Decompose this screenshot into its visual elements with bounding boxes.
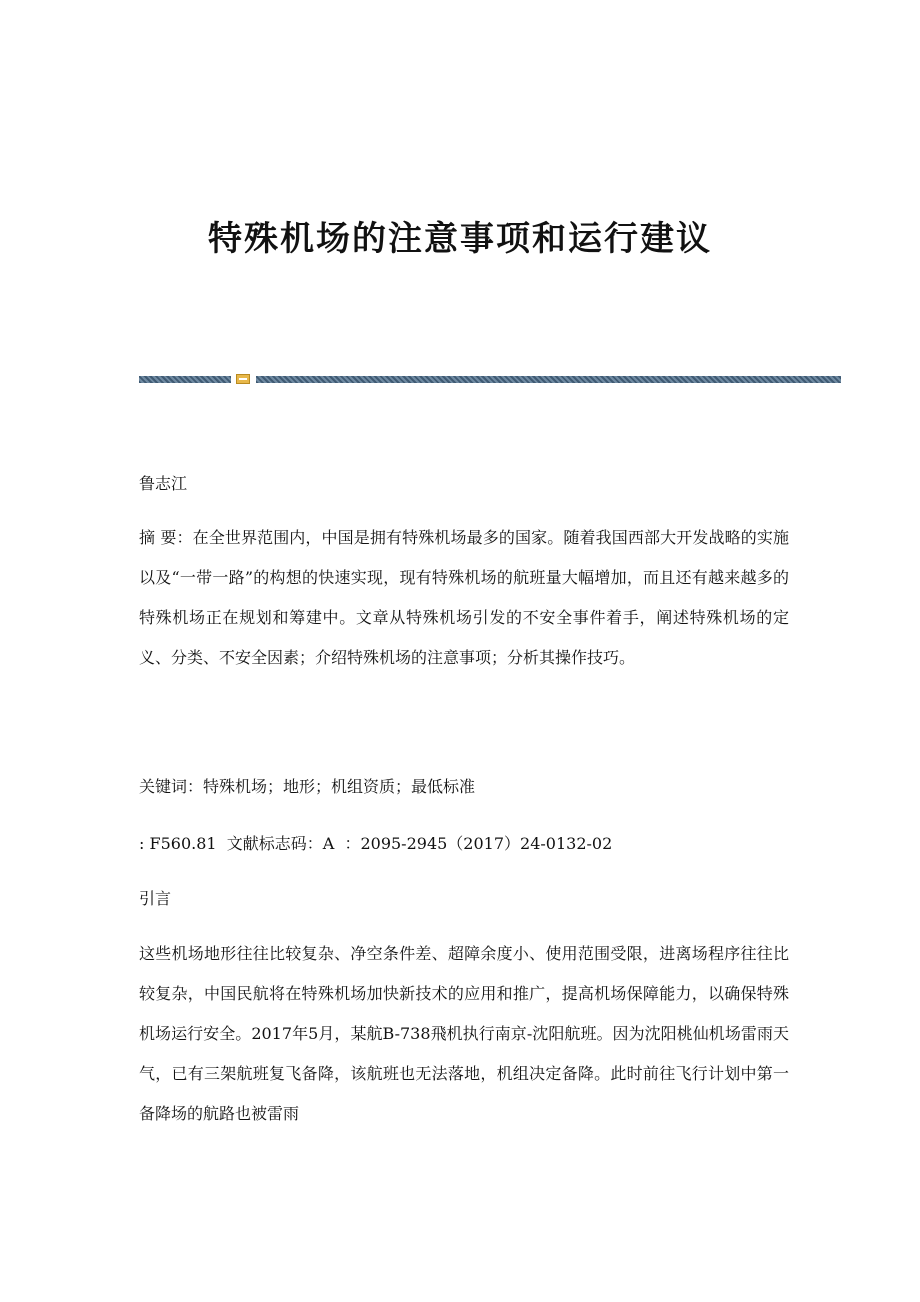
abstract-text: 在全世界范围内，中国是拥有特殊机场最多的国家。随着我国西部大开发战略的实施以及“一带一路”的构想的快速实现，现有特殊机场的航班量大幅增加，而且还有越来越多的特殊机场正在规划和筹建中。文章从特殊机场引发的不安全事件着手，阐述特殊机场的定义、分类、不安全因素；介绍特殊机场的注意事项；分析其操作技巧。 <box>139 528 789 667</box>
divider-bar-left <box>139 376 231 383</box>
intro-heading: 引言 <box>139 889 172 908</box>
title-divider <box>139 374 841 384</box>
keywords-text: 特殊机场；地形；机组资质；最低标准 <box>203 777 476 796</box>
abstract-paragraph <box>139 518 789 678</box>
intro-paragraph: 这些机场地形往往比较复杂、净空条件差、超障余度小、使用范围受限，进离场程序往往比较复杂，中国民航将在特殊机场加快新技术的应用和推广，提高机场保障能力，以确保特殊机场运行安全。2017年5月，某航B-738飛机执行南京-沈阳航班。因为沈阳桃仙机场雷雨天气，已有三架航班复飞备降，该航班也无法落地，机组决定备降。此时前往飞行计划中第一备降场的航路也被雷雨 <box>139 944 789 1123</box>
keywords-label: 关键词： <box>139 777 204 796</box>
divider-ornament-icon <box>236 374 250 384</box>
divider-bar-right <box>256 376 841 383</box>
document-title: 特殊机场的注意事项和运行建议 <box>208 219 712 259</box>
keywords-line <box>139 773 789 801</box>
author-name: 鲁志江 <box>139 474 188 493</box>
classification-line: : F560.81 文献标志码：A ：2095-2945（2017）24-0132-02 <box>139 834 613 853</box>
abstract-label: 摘 要： <box>139 528 193 547</box>
